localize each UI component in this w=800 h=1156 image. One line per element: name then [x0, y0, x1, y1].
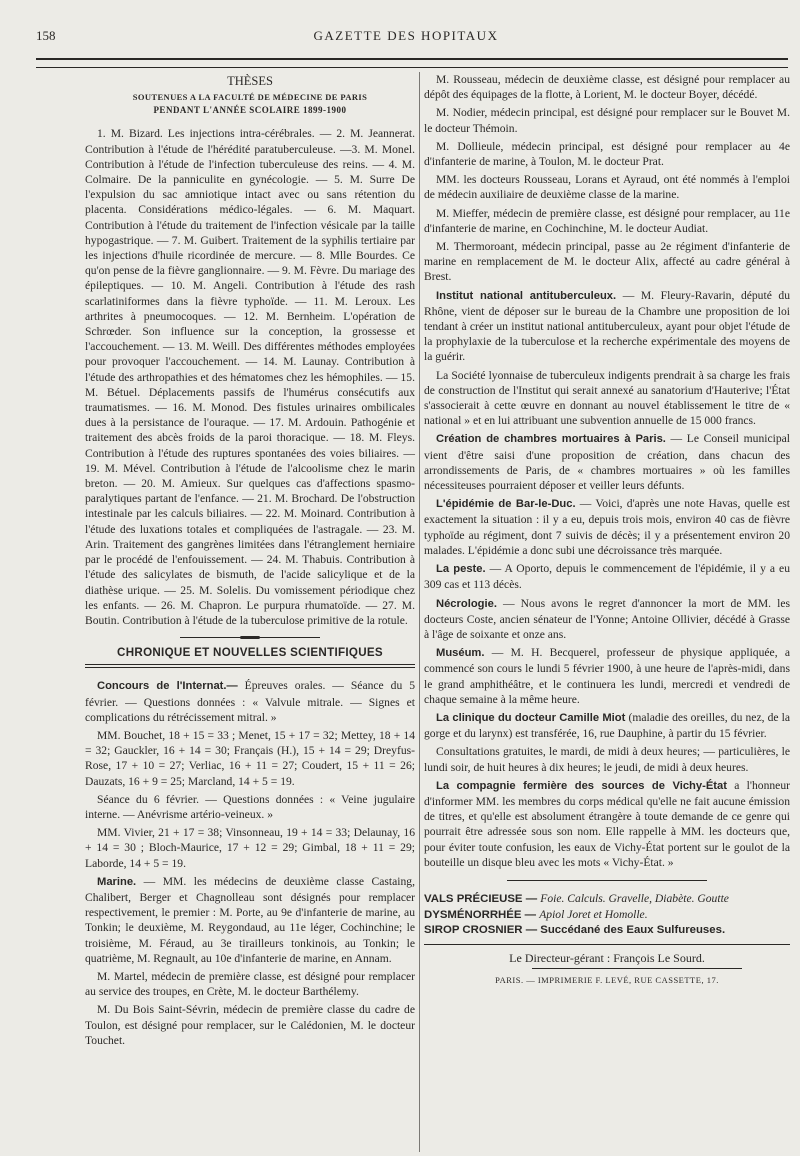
chambres-text: — Le Conseil municipal vient d'être saisi d'une proposition de création, dans chacun des arrondissements de Paris, de « chambres mortuaires » où les familles nécessiteuses pourraient déposer et veiller leurs défunts. [424, 432, 790, 493]
header-rule [36, 58, 788, 68]
page-header [36, 28, 776, 48]
peste-paragraph [424, 561, 790, 592]
advert-dysmenorrhee-name: DYSMÉNORRHÉE — [424, 908, 537, 921]
dubois-paragraph: M. Du Bois Saint-Sévrin, médecin de première classe du cadre de Toulon, est désigné pour remplacer, sur le Calédonien, M. le docteur Touchet. [85, 1003, 415, 1047]
miot-paragraph [424, 710, 790, 741]
advert-dysmenorrhee-desc: Apiol Joret et Homolle. [539, 907, 648, 921]
theses-period: PENDANT L'ANNÉE SCOLAIRE 1899-1900 [153, 105, 347, 116]
necrologie-title: Nécrologie. [436, 597, 497, 610]
mieffer-paragraph: M. Mieffer, médecin de première classe, est désigné pour remplacer, au 11e d'infanterie de marine, en Cochinchine, M. le docteur Audiat. [424, 206, 790, 235]
column-divider [419, 72, 420, 1152]
auxiliaires-paragraph: MM. les docteurs Rousseau, Lorans et Ayraud, ont été nommés à l'emploi de médecin auxiliaire de deuxième classe de la marine. [424, 173, 790, 202]
miot-title: La clinique du docteur Camille Miot [436, 711, 626, 724]
vichy-text: a l'honneur d'informer MM. les membres du corps médical qu'elle ne fait aucune émission de titres, et qu'elle est absolument étrangère à toute demande de ce genre qui pourrait être adressée sous son nom. Elle rappelle à MM. les docteurs que, pour éviter toute confusion, les eaux de Vichy-État portent sur le goulot de la bouteille un disque bleu avec les mots « Vichy-État. » [424, 778, 790, 869]
miot-text: (maladie des oreilles, du nez, de la gorge et du larynx) est transférée, 16, rue Dauphine, à partir du 15 février. [424, 710, 790, 741]
left-column [85, 72, 415, 1051]
consultations-paragraph: Consultations gratuites, le mardi, de midi à deux heures; — particulières, le lundi soir, de huit heures à dix heures; le jeudi, de midi à deux heures. [424, 745, 790, 774]
concours-title: Concours de l'Internat.— [97, 680, 238, 693]
thermoroant-paragraph: M. Thermoroant, médecin principal, passe au 2e régiment d'infanterie de marine en remplacement de M. le docteur Alix, affecté au cadre général à Brest. [424, 240, 790, 284]
advert-vals-desc: Foie. Calculs. Gravelle, Diabète. Goutte [540, 891, 729, 905]
dollieule-paragraph: M. Dollieule, médecin principal, est désigné pour remplacer au 4e d'infanterie de marine, à Toulon, M. le docteur Prat. [424, 139, 790, 169]
director-rule [532, 968, 742, 969]
concours-seance-2: Séance du 6 février. — Questions données : « Veine jugulaire interne. — Anévrisme artério-veineux. » [85, 792, 415, 821]
marine-text: — MM. les médecins de deuxième classe Castaing, Chalibert, Berger et Chagnolleau sont désignés pour remplacer respectivement, le premier : M. Porte, au 9e d'infanterie de marine, au Tonkin; le deuxième, M. Reygondaud, au 11e léger, Cochinchine; le troisième, M. Féraud, au 3e tirailleurs tonkinois, au Tonkin; le quatrième, M. Regnault, au 10e d'infanterie de marine, en Annam. [85, 874, 415, 965]
concours-scores-1: MM. Bouchet, 18 + 15 = 33 ; Menet, 15 + 17 = 32; Mettey, 18 + 14 = 32; Gauckler, 16 + 14 = 30; Français (H.), 15 + 14 = 29; Dreyfus-Rose, 17 + 10 = 27; Verliac, 16 + 11 = 27; Coudert, 15 + 11 = 26; Dauzats, 16 + 9 = 25; Marcland, 14 + 5 = 19. [85, 728, 415, 788]
advert-sirop: SIROP CROSNIER — Succédané des Eaux Sulfureuses. [424, 923, 726, 936]
concours-text: Épreuves orales. — Séance du 5 février. — Questions données : « Valvule mitrale. — Signes et complications du rétrécissement mitral. » [85, 679, 415, 724]
epidemie-paragraph [424, 496, 790, 558]
institut-title: Institut national antituberculeux. [436, 289, 617, 302]
marine-paragraph [85, 874, 415, 966]
necrologie-text: — Nous avons le regret d'annoncer la mort de MM. les docteurs Coste, ancien sénateur de l'Yonne; Antoine Ollivier, décédé à Grasse à l'âge de soixante et onze ans. [424, 596, 790, 641]
theses-list: 1. M. Bizard. Les injections intra-cérébrales. — 2. M. Jeannerat. Contribution à l'étude de l'hérédité paratuberculeuse. —3. M. Monel. Contribution à l'étude de l'infection tuberculeuse des reins. — 4. M. Colmaire. De la panniculite en gynécologie. — 5. M. Surre De l'expulsion du sac amniotique intact avec ou sans rétention du placenta. Considérations médico-légales. — 6. M. Maquart. Contribution à l'étude du traitement de l'infection vésicale par la taille hypogastrique. — 7. M. Guibert. Traitement de la syphilis tertiaire par les injections d'huile ricordinée de mercure. — 8. Mlle Bourdes. Ce qu'on pense de la fièvre ganglionnaire. — 9. M. Fèvre. Du mariage des épileptiques. — 10. M. Angeli. Contribution à l'étude des rash scarlatiniformes dans la fièvre typhoïde. — 11. M. Leroux. Les arthrites à pneumocoques. — 12. M. Bernheim. L'opération de Schrœder. Son influence sur la conception, la grossesse et l'accouchement. — 13. M. Weill. Des différentes méthodes employées pour provoquer l'accouchement. — 14. M. Launay. Contribution à l'étude des arthropathies et des hématomes chez les hémophiles. — 15. M. Bétuel. Déplacements passifs de l'humérus consécutifs aux traumatismes. — 16. M. Monod. Des fistules urinaires ombilicales dues à la persistance de l'ouraque. — 17. M. Ardouin. Pathogénie et traitement des abcès froids de la paroi thoracique. — 18. M. Fleys. Contribution à l'étude des ruptures spontanées des voies biliaires. — 19. M. Mével. Contribution à l'étude de l'alcoolisme chez le marin breton. — 20. M. Amieux. Sur quelques cas d'affections spasmo-paralytiques partant de l'enfance. — 21. M. Brochard. De l'obstruction intestinale par les calculs biliaires. — 22. M. Moinard. Contribution à l'étude des luxations totales et compliquées de l'astragale. — 23. M. Arin. Traitement des gangrènes limitées dans l'étranglement herniaire par le procédé de l'enfouissement. — 24. M. Thabuis. Contribution à l'étude des salicylates de bismuth, de l'acide salicylique et de la diathèse urique. — 25. M. Solelis. Du vomissement périodique chez les enfants. — 26. M. Chapron. Le purpura rhumatoïde. — 27. M. Boutin. Contribution à l'étude de la tuberculose primitive de la rotule. [85, 127, 415, 627]
journal-title: GAZETTE DES HOPITAUX [313, 28, 499, 43]
museum-paragraph [424, 645, 790, 707]
advert-vals [424, 891, 790, 907]
chronique-heading: CHRONIQUE ET NOUVELLES SCIENTIFIQUES [117, 646, 383, 660]
advert-vals-name: VALS PRÉCIEUSE — [424, 892, 538, 905]
societe-paragraph: La Société lyonnaise de tuberculeux indigents prendrait à sa charge les frais de construction de l'Institut qui serait annexé au sanatorium d'Hauterive; l'État s'associerait à cette œuvre en donnant au nouvel établissement le titre de « national » et en lui attribuant une subvention annuelle de 15 000 francs. [424, 368, 790, 428]
epidemie-title: L'épidémie de Bar-le-Duc. [436, 498, 576, 511]
rousseau-paragraph: M. Rousseau, médecin de deuxième classe, est désigné pour remplacer au dépôt des équipages de la flotte, à Lorient, M. le docteur Boyer, décédé. [424, 73, 790, 102]
chambres-title: Création de chambres mortuaires à Paris. [436, 433, 666, 446]
vichy-title: La compagnie fermière des sources de Vichy-État [436, 779, 727, 792]
epidemie-text: — Voici, d'après une note Havas, quelle est exactement la situation : il y a eu, depuis trois mois, environ 40 cas de fièvre typhoïde au régiment, dont 7 suivis de décès; il y a présentement environ 20 malades. L'épidémie a donc subi une décroissance très marquée. [424, 497, 790, 557]
museum-title: Muséum. [436, 647, 485, 660]
museum-text: — M. H. Becquerel, professeur de physique appliquée, a commencé son cours le lundi 5 février 1900, à une heure de l'après-midi, dans le grand amphithéâtre, et le continuera les lundi, mercredi et vendredi de chaque semaine à la même heure. [424, 646, 790, 706]
marine-title: Marine. [97, 875, 137, 888]
institut-text: — M. Fleury-Ravarin, député du Rhône, vient de déposer sur le bureau de la Chambre une proposition de loi tendant à créer un institut national antituberculeux, ayant pour objet l'étude de la prophylaxie de la tuberculose et la recherche expérimentale des moyens de la guérir. [424, 288, 791, 364]
concours-scores-2: MM. Vivier, 21 + 17 = 38; Vinsonneau, 19 + 14 = 33; Delaunay, 16 + 14 = 30 ; Bloch-Maurice, 17 + 12 = 29; Gimbal, 18 + 11 = 29; Laborde, 14 + 5 = 19. [85, 826, 415, 870]
right-column [424, 72, 790, 988]
necrologie-paragraph [424, 596, 790, 643]
nodier-paragraph: M. Nodier, médecin principal, est désigné pour remplacer sur le Bouvet M. le docteur Thémoin. [424, 106, 790, 135]
institut-paragraph [424, 288, 790, 365]
vichy-paragraph [424, 778, 790, 870]
theses-heading: THÈSES [227, 74, 273, 88]
peste-title: La peste. [436, 563, 486, 576]
advert-bottom-rule [424, 944, 790, 945]
concours-paragraph [85, 678, 415, 725]
section-separator [180, 636, 320, 639]
page-number: 158 [36, 28, 56, 43]
martel-paragraph: M. Martel, médecin de première classe, est désigné pour remplacer au service des troupes, en Crète, M. le docteur Barthélemy. [85, 969, 415, 999]
imprint-line: PARIS. — IMPRIMERIE F. LEVÉ, RUE CASSETTE, 17. [495, 975, 719, 986]
chambres-paragraph [424, 431, 790, 493]
advert-rule [507, 880, 707, 881]
chronique-rule [85, 664, 415, 668]
peste-text: — A Oporto, depuis le commencement de l'épidémie, il y a eu 309 cas et 113 décès. [424, 562, 790, 592]
advert-dysmenorrhee [424, 907, 790, 923]
director-line: Le Directeur-gérant : François Le Sourd. [509, 950, 705, 965]
theses-subtitle: SOUTENUES A LA FACULTÉ DE MÉDECINE DE PARIS [132, 92, 368, 103]
